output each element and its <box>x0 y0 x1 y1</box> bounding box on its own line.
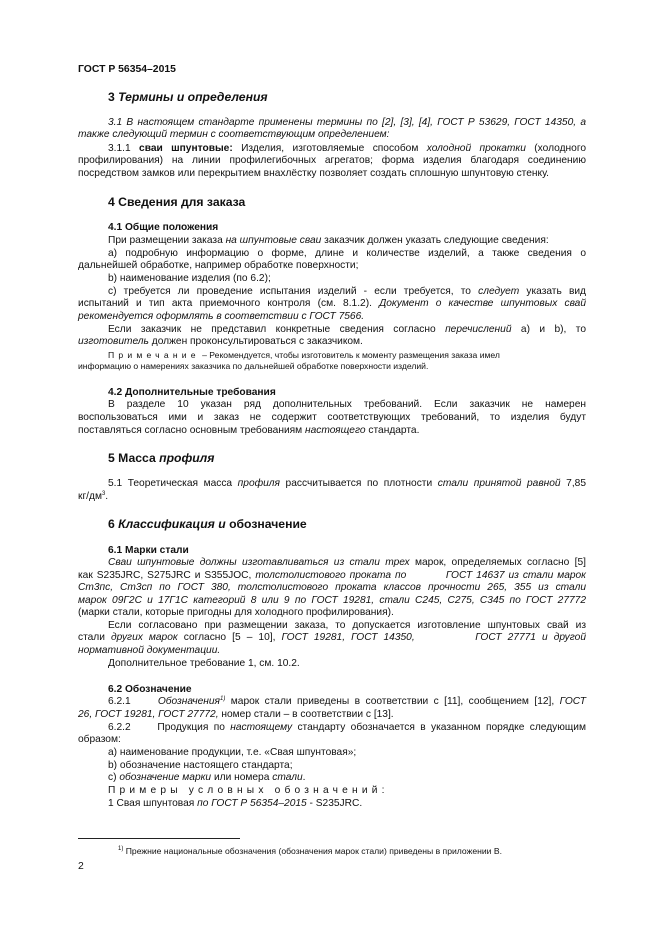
text-line: 5.1 Теоретическая масса профиля рассчитывается по плотности стали принятой равной 7,85 <box>108 478 586 489</box>
text-line: испытаний и тип акта приемочного контроля (см. 8.1.2). Документ о качестве шпунтовых свай <box>78 298 586 309</box>
subsection-4-1-title: 4.1 Общие положения <box>108 222 219 233</box>
list-item: a) наименование продукции, т.е. «Свая шпунтовая»; <box>108 747 357 758</box>
note-line: Примечание – Рекомендуется, чтобы изготовитель к моменту размещения заказа имел <box>108 350 500 360</box>
example-line: 1 Свая шпунтовая по ГОСТ Р 56354–2015 - S235JRC. <box>108 798 363 809</box>
subsection-6-1-title: 6.1 Марки стали <box>108 545 189 556</box>
text-line: 6.2.1 Обозначения$^{1)}$ марок стали приведены в соответствии с [11], сообщением [12], ГОСТ <box>108 696 586 707</box>
text-line: Если заказчик не представил конкретные сведения согласно перечислений а) и b), то <box>108 324 586 335</box>
text-line: 26, ГОСТ 19281, ГОСТ 27772, номер стали – в соответствии с [13]. <box>78 709 394 720</box>
list-item: c) обозначение марки или номера стали. <box>108 772 306 783</box>
text-line: с) требуется ли проведение испытания изделий - если требуется, то следует указать вид <box>108 286 586 297</box>
text-line: изготовитель должен проконсультироваться с заказчиком. <box>78 336 363 347</box>
text-line: как S235JRC, S275JRC и S355JOC, толстолистового проката по ГОСТ 14637 из стали марок <box>78 570 586 581</box>
text-line: Сваи шпунтовые должны изготавливаться из стали трех марок, определяемых согласно [5] <box>108 557 586 568</box>
text-line: поставляться согласно основным требованиям настоящего стандарта. <box>78 425 420 436</box>
footnote: $^{1)}$ Прежние национальные обозначения (обозначения марок стали) приведены в приложении В. <box>118 846 502 856</box>
subsection-6-2-title: 6.2 Обозначение <box>108 684 192 695</box>
text-line: Ст3пс, Ст3сп по ГОСТ 380, толстолистового проката классов прочности 265, 355 из стали <box>78 582 586 593</box>
text-line: 6.2.2 Продукция по настоящему стандарту обозначается в указанном порядке следующим <box>108 722 586 733</box>
text-line: $кг/дм^3$. <box>78 491 109 502</box>
text-line: Дополнительное требование 1, см. 10.2. <box>108 658 300 669</box>
text-line: воспользоваться ими и заказ не содержит соответствующих требований, то изделия будут <box>78 412 586 423</box>
page-number: 2 <box>78 861 84 872</box>
text-line: При размещении заказа на шпунтовые сваи заказчик должен указать следующие сведения: <box>108 235 549 246</box>
subsection-4-2-title: 4.2 Дополнительные требования <box>108 387 276 398</box>
definition-line: 3.1.1 сваи шпунтовые: Изделия, изготовляемые способом холодной прокатки (холодного <box>108 143 586 154</box>
text-line: образом: <box>78 734 121 745</box>
section-6-title: 6 Классификация и обозначение <box>108 517 307 531</box>
section-5-title: 5 Масса профиля <box>108 451 215 465</box>
text-line: марок 09Г2С и 17Г1С категорий 8 или 9 по ГОСТ 19281, стали С245, С275, С345 по ГОСТ 27772 <box>78 595 586 606</box>
examples-label: Примеры условных обозначений: <box>108 785 389 796</box>
section-3-title: 3 Термины и определения <box>108 90 268 104</box>
text-line: рекомендуется оформлять в соответствии с ГОСТ 7566. <box>78 311 365 322</box>
note-line: информацию о намерениях заказчика по дальнейшей обработке поверхности изделий. <box>78 361 429 371</box>
text-line: дальнейшей обработке, например обработке поверхности; <box>78 260 359 271</box>
text-line: Если согласовано при размещении заказа, то допускается изготовление шпунтовых свай из <box>108 620 586 631</box>
footnote-divider <box>78 838 240 839</box>
text-line: b) наименование изделия (по 6.2); <box>108 273 271 284</box>
text-line: 3.1 В настоящем стандарте применены термины по [2], [3], [4], ГОСТ Р 53629, ГОСТ 14350, а <box>108 117 586 128</box>
text-line: профилирования) на линии профилегибочных агрегатов; форма изделия благодаря соединению <box>78 155 586 166</box>
document-code: ГОСТ Р 56354–2015 <box>78 64 176 75</box>
text-line: нормативной документации. <box>78 645 221 656</box>
text-line: стали других марок согласно [5 – 10], ГОСТ 19281, ГОСТ 14350, ГОСТ 27771 и другой <box>78 632 586 643</box>
text-line: В разделе 10 указан ряд дополнительных требований. Если заказчик не намерен <box>108 399 586 410</box>
list-item: b) обозначение настоящего стандарта; <box>108 760 293 771</box>
text-line: также следующий термин с соответствующим определением: <box>78 129 390 140</box>
section-4-title: 4 Сведения для заказа <box>108 195 246 209</box>
text-line: (марки стали, которые пригодны для холодного профилирования). <box>78 607 394 618</box>
text-line: а) подробную информацию о форме, длине и количестве изделий, а также сведения о <box>108 248 586 259</box>
text-line: посредством замков или перекрытием внахлёстку позволяет создать сплошную шпунтовую стенку. <box>78 168 549 179</box>
